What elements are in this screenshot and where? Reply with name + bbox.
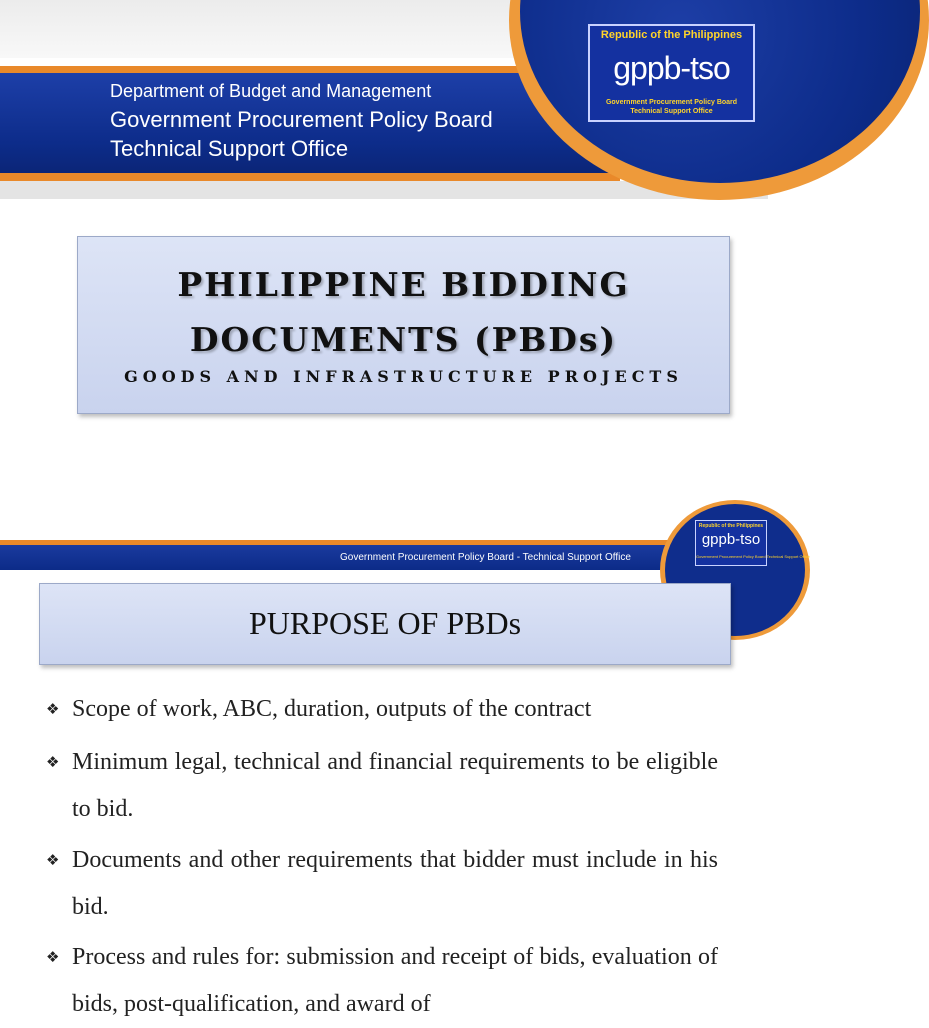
bullet-item <box>46 837 718 931</box>
small-gppb-tso-logo <box>695 520 810 566</box>
board-name: Government Procurement Policy Board <box>110 107 493 132</box>
small-logo-republic-text: Republic of the Philippines <box>698 523 764 529</box>
diamond-bullet-icon: ❖ <box>46 753 60 771</box>
diamond-bullet-icon: ❖ <box>46 851 60 869</box>
bullet-item <box>46 739 718 833</box>
small-logo-subtitle: Government Procurement Policy Board Technical Support Office <box>696 554 810 559</box>
footer-text: Government Procurement Policy Board - Technical Support Office <box>340 552 631 563</box>
diamond-bullet-icon: ❖ <box>46 700 60 718</box>
bullet-text: Documents and other requirements that bidder must include in his bid. <box>72 847 718 920</box>
department-name: Department of Budget and Management <box>110 81 432 101</box>
title-line-2: DOCUMENTS (PBDs) <box>189 320 618 359</box>
logo-wordmark: gppb-tso <box>613 50 730 86</box>
bullet-text: Minimum legal, technical and financial requirements to be eligible to bid. <box>72 749 718 822</box>
bullet-item <box>46 934 718 1028</box>
purpose-slide <box>0 512 810 1024</box>
heading-box <box>39 583 731 665</box>
logo-subtitle-line2: Technical Support Office <box>630 108 713 115</box>
diamond-bullet-icon: ❖ <box>46 948 60 966</box>
title-subtitle: GOODS AND INFRASTRUCTURE PROJECTS <box>124 367 683 386</box>
orange-stripe-top <box>0 66 600 73</box>
office-name: Technical Support Office <box>110 136 349 161</box>
title-slide <box>0 0 768 512</box>
logo-republic-text: Republic of the Philippines <box>600 29 743 41</box>
title-box <box>77 236 730 414</box>
title-line-1: PHILIPPINE BIDDING <box>177 265 630 304</box>
bullet-item <box>46 686 718 733</box>
gppb-tso-logo <box>588 24 755 122</box>
bullet-text: Scope of work, ABC, duration, outputs of the contract <box>72 696 592 722</box>
bullet-text: Process and rules for: submission and receipt of bids, evaluation of bids, post-qualification, and award of <box>72 944 718 1017</box>
slide-heading: PURPOSE OF PBDs <box>248 605 522 641</box>
logo-subtitle-line1: Government Procurement Policy Board <box>605 99 738 106</box>
orange-stripe-bottom <box>0 173 620 181</box>
small-logo-wordmark: gppb-tso <box>701 531 761 548</box>
